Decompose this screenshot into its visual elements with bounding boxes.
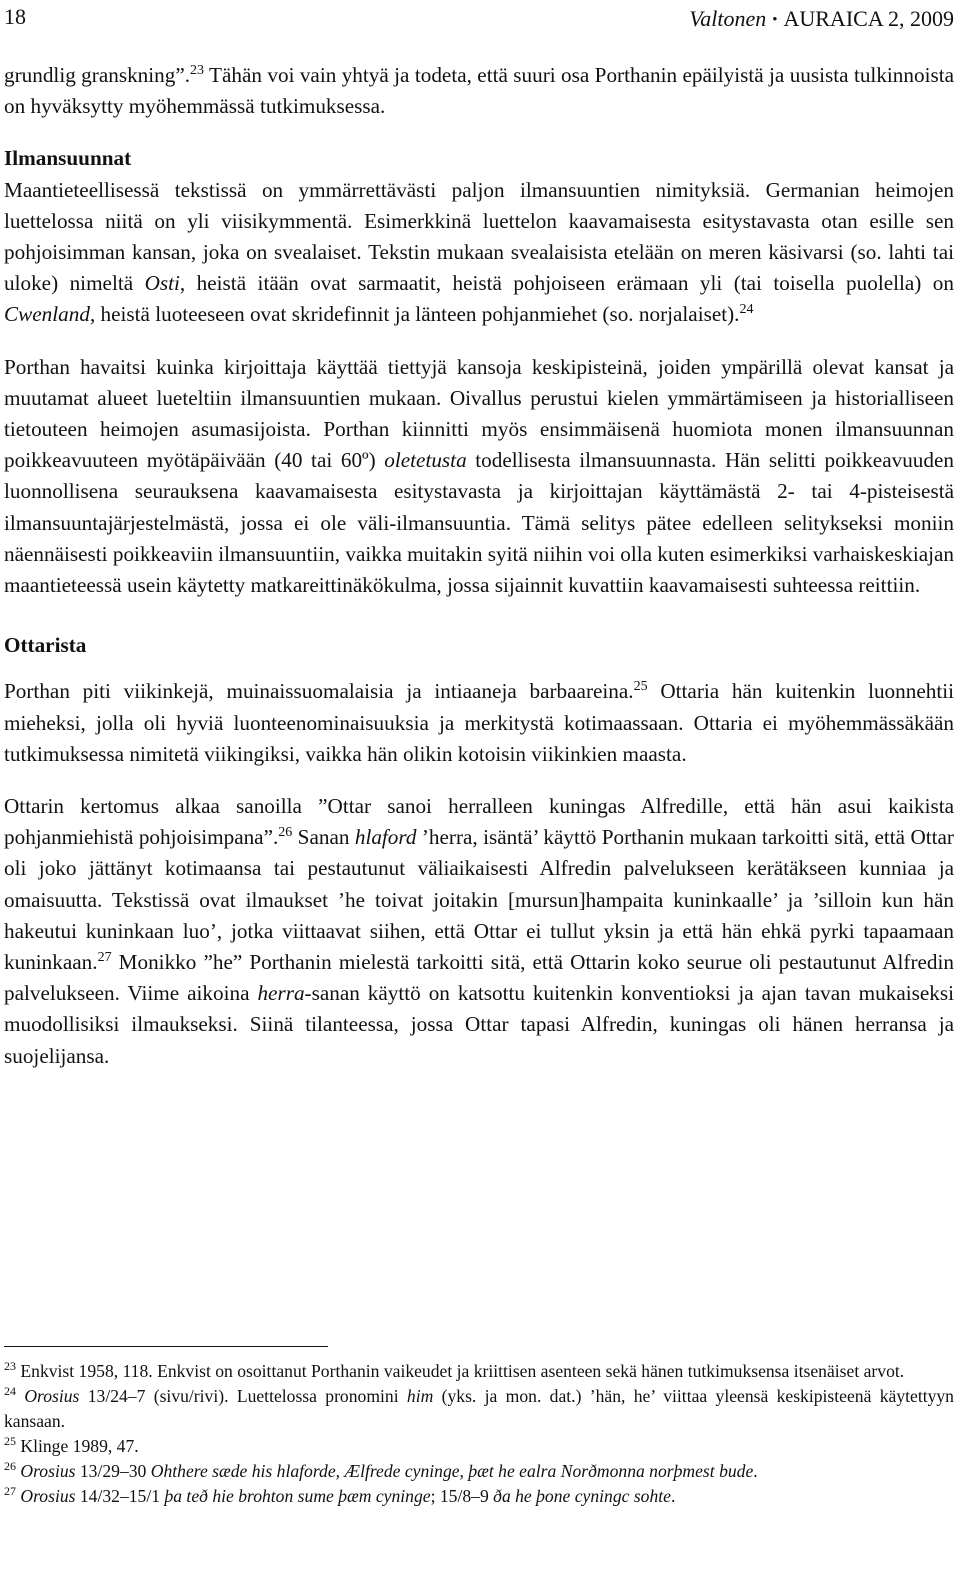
italic-term: hlaford <box>354 825 417 850</box>
italic-term: Orosius <box>20 1486 76 1506</box>
footnote-24 <box>4 1384 954 1434</box>
italic-term: herra <box>257 981 305 1006</box>
italic-term: Orosius <box>24 1386 80 1406</box>
italic-term: oletetusta <box>384 448 467 473</box>
running-head-journal: AURAICA 2, 2009 <box>783 6 954 31</box>
italic-term: ða he þone cyningc sohte <box>493 1486 671 1506</box>
page-number: 18 <box>4 4 26 29</box>
footnote-number: 23 <box>4 1359 16 1373</box>
italic-term: þa teð hie brohton sume þæm cyninge <box>164 1486 431 1506</box>
text-run: -sanan käyttö on katsottu kuitenkin konventioksi ja ajan tavan mukaiseksi muodollisiksi ilmaukseksi. Siinä tilanteessa, jossa Ottar tapasi Alfredin, kuningas oli hänen herransa ja suojelijansa. <box>4 981 954 1068</box>
italic-term: Orosius <box>20 1461 76 1481</box>
text-run: , heistä itään ovat sarmaatit, heistä pohjoiseen erämaan yli (tai toisella puolella) on <box>179 271 954 296</box>
text-run: , heistä luoteeseen ovat skridefinnit ja länteen pohjanmiehet (so. norjalaiset). <box>89 302 740 327</box>
running-head <box>689 6 954 32</box>
text-run: ’herra, isäntä’ käyttö Porthanin mukaan tarkoitti sitä, että Ottar oli joko jättänyt kotimaansa tai pestautunut väliaikaisesti Alfredin palvelukseen kerätäkseen kunniaa ja omaisuutta. Tekstissä ovat ilmaukset ’he toivat joitakin [mursun]hampaita kuninkaalle’ ja ’silloin kun hän hakeutui kuninkaan luo’, jotka viittaavat siihen, että Ottar ei tullut yksin ja että hän ehkä pyrki tapaamaan kuninkaan. <box>4 825 954 975</box>
paragraph-ottarista-2 <box>4 791 954 1072</box>
paragraph-intro <box>4 60 954 122</box>
article-body <box>4 60 954 1072</box>
text-run: Porthan piti viikinkejä, muinaissuomalaisia ja intiaaneja barbaareina. <box>4 679 634 704</box>
italic-term: Cwenland <box>4 302 90 327</box>
footnote-number: 25 <box>4 1434 16 1448</box>
text-run: . <box>670 1486 676 1506</box>
italic-term: him <box>406 1386 434 1406</box>
text-run: Ottaria hän kuitenkin luonnehtii mieheksi, jolla oli hyviä luonteenominaisuuksia ja merkitystä kotimaassaan. Ottaria ei myöhemmässäkään tutkimuksessa nimitetä viikingiksi, vaikka hän olikin kotoisin viikinkien maasta. <box>4 679 954 766</box>
text-run: Sanan <box>292 825 355 850</box>
page-header <box>4 4 954 34</box>
footnote-ref-24: 24 <box>739 302 754 318</box>
paragraph-ilmansuunnat-1 <box>4 175 954 331</box>
text-run: 13/29–30 <box>75 1461 151 1481</box>
footnote-ref-23: 23 <box>190 63 205 78</box>
text-run: 13/24–7 (sivu/rivi). Luettelossa pronomini <box>79 1386 407 1406</box>
footnote-ref-26: 26 <box>278 825 293 841</box>
footnote-26 <box>4 1459 954 1484</box>
section-heading-ilmansuunnat: Ilmansuunnat <box>4 146 132 171</box>
footnote-rule <box>4 1346 328 1347</box>
text-run: Tähän voi vain yhtyä ja todeta, että suuri osa Porthanin epäilyistä ja uusista tulkinnoista on hyväksytty myöhemmässä tutkimuksessa. <box>4 63 954 119</box>
text-run: Enkvist 1958, 118. Enkvist on osoittanut Porthanin vaikeudet ja kriittisen asenteen sekä hänen tutkimuksensa itsenäiset arvot. <box>16 1361 905 1381</box>
footnote-number: 26 <box>4 1459 16 1473</box>
footnote-number: 24 <box>4 1384 16 1398</box>
text-run: 14/32–15/1 <box>75 1486 165 1506</box>
text-run: Monikko ”he” Porthanin mielestä tarkoitti sitä, että Ottarin koko seurue oli pestautunut Alfredin palvelukseen. Viime aikoina <box>4 950 954 1006</box>
footnote-27 <box>4 1484 954 1509</box>
italic-term: Ohthere sæde his hlaforde, Ælfrede cyninge, þæt he ealra Norðmonna norþmest bude <box>150 1461 754 1481</box>
text-run: Ottarin kertomus alkaa sanoilla ”Ottar sanoi herralleen kuningas Alfredille, että hän asui kaikista pohjanmiehistä pohjoisimpana”. <box>4 794 954 850</box>
text-run: ; 15/8–9 <box>430 1486 494 1506</box>
running-head-author: Valtonen <box>689 6 767 31</box>
text-run: todellisesta ilmansuunnasta. Hän selitti poikkeavuuden luonnollisena seurauksena kaavamaisesta esitystavasta ja kirjoittajan käyttämästä 2- tai 4-pisteisestä ilmansuuntajärjestelmästä, jossa ei ole väli-ilmansuuntia. Tämä selitys pätee edelleen selitykseksi moniin näennäisesti poikkeaviin ilmansuuntiin, vaikka muitakin syitä niihin voi olla kuten esimerkiksi varhaiskeskiajan maantieteessä usein käytetty matkareittinäkökulma, jossa sijainnit kuvattiin kaavamaisesti suhteessa reittiin. <box>4 448 954 598</box>
text-run: Maantieteellisessä tekstissä on ymmärrettävästi paljon ilmansuuntien nimityksiä. Germanian heimojen luettelossa niitä on yli viisikymmentä. Esimerkkinä luettelon kaavamaisesta esitystavasta otan esille sen pohjoisimman kansan, joka on svealaiset. Tekstin mukaan svealaisista etelään on meren käsivarsi (so. lahti tai uloke) nimeltä <box>4 177 954 296</box>
text-run: Klinge 1989, 47. <box>16 1436 139 1456</box>
section-heading-ottarista: Ottarista <box>4 633 87 658</box>
footnote-ref-27: 27 <box>97 950 112 966</box>
italic-term: Osti <box>144 271 180 296</box>
footnotes <box>4 1346 954 1509</box>
paragraph-ottarista-1 <box>4 676 954 770</box>
text-run: (yks. ja mon. dat.) ’hän, he’ viittaa yleensä keskipisteenä käytettyyn kansaan. <box>4 1386 954 1431</box>
footnote-25 <box>4 1434 954 1459</box>
text-run: grundlig granskning”. <box>4 63 191 87</box>
text-run: . <box>753 1461 758 1481</box>
footnote-ref-25: 25 <box>633 679 648 695</box>
footnote-23 <box>4 1359 954 1384</box>
paragraph-ilmansuunnat-2 <box>4 352 954 602</box>
footnote-number: 27 <box>4 1484 16 1498</box>
running-head-separator: • <box>772 12 778 28</box>
text-run: Porthan havaitsi kuinka kirjoittaja käyttää tiettyjä kansoja keskipisteinä, joiden ympärillä olevat kansat ja muutamat alueet lueteltiin ilmansuuntien mukaan. Oivallus perustui kielen ymmärtämiseen ja historialliseen tietouteen heimojen asumasijoista. Porthan kiinnitti myös ensimmäisenä huomiota monen ilmansuunnan poikkeavuuteen myötäpäivään (40 tai 60º) <box>4 354 954 473</box>
